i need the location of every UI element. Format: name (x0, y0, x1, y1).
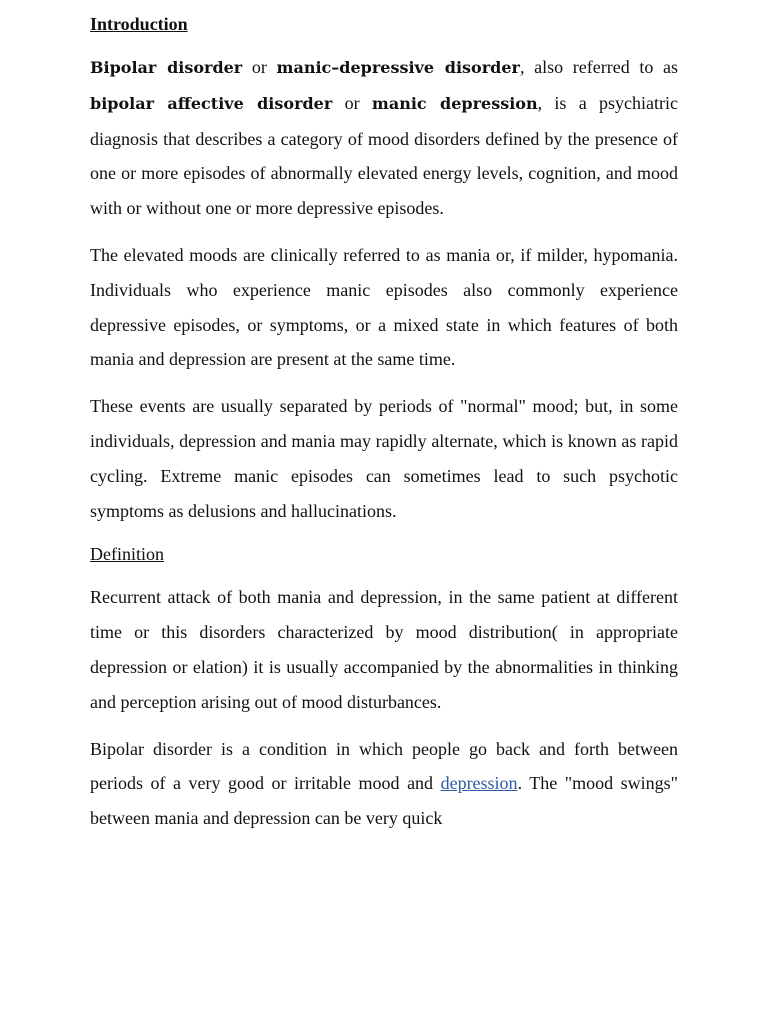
definition-paragraph-2 (90, 732, 678, 836)
depression-link[interactable]: depression (440, 773, 518, 794)
definition-heading: Definition (90, 544, 164, 565)
definition-paragraph-1: Recurrent attack of both mania and depression, in the same patient at different time or this disorders characterized by mood distribution( in appropriate depression or elation) it is usually accompanied by the abnormalities in thinking and perception arising out of mood disturbances. (90, 587, 678, 712)
term-bipolar-affective-disorder: bipolar affective disorder (90, 93, 333, 113)
term-manic-depressive-disorder: manic–depressive disorder (276, 58, 520, 77)
intro-p1-text-d: , is a psychiatric diagnosis that describes a category of mood disorders defined by the presence of one or more episodes of abnormally elevated energy levels, cognition, and mood with or without one or more depressive episodes. (90, 92, 678, 219)
intro-p1-text-a: or (242, 57, 277, 77)
intro-paragraph-3: These events are usually separated by periods of "normal" mood; but, in some individuals, depression and mania may rapidly alternate, which is known as rapid cycling. Extreme manic episodes can sometimes lead to such psychotic symptoms as delusions and hallucinations. (90, 396, 678, 521)
definition-p2-text-a: Bipolar disorder is a condition in which people go back and forth between periods of a very good or irritable mood and (90, 738, 678, 794)
term-bipolar-disorder: Bipolar disorder (90, 58, 243, 77)
definition-p2-text-b: . The "mood swings" between mania and depression can be very quick (90, 773, 678, 829)
term-manic-depression: manic depression (371, 93, 538, 113)
document-page (90, 10, 678, 848)
intro-paragraph-1 (90, 50, 678, 226)
introduction-heading: Introduction (90, 14, 188, 34)
intro-p1-text-c: or (332, 92, 372, 113)
intro-paragraph-2: The elevated moods are clinically referred to as mania or, if milder, hypomania. Individuals who experience manic episodes also commonly experience depressive episodes, or symptoms, or a mixed state in which features of both mania and depression are present at the same time. (90, 244, 678, 370)
intro-p1-text-b: , also referred to as (519, 57, 678, 77)
